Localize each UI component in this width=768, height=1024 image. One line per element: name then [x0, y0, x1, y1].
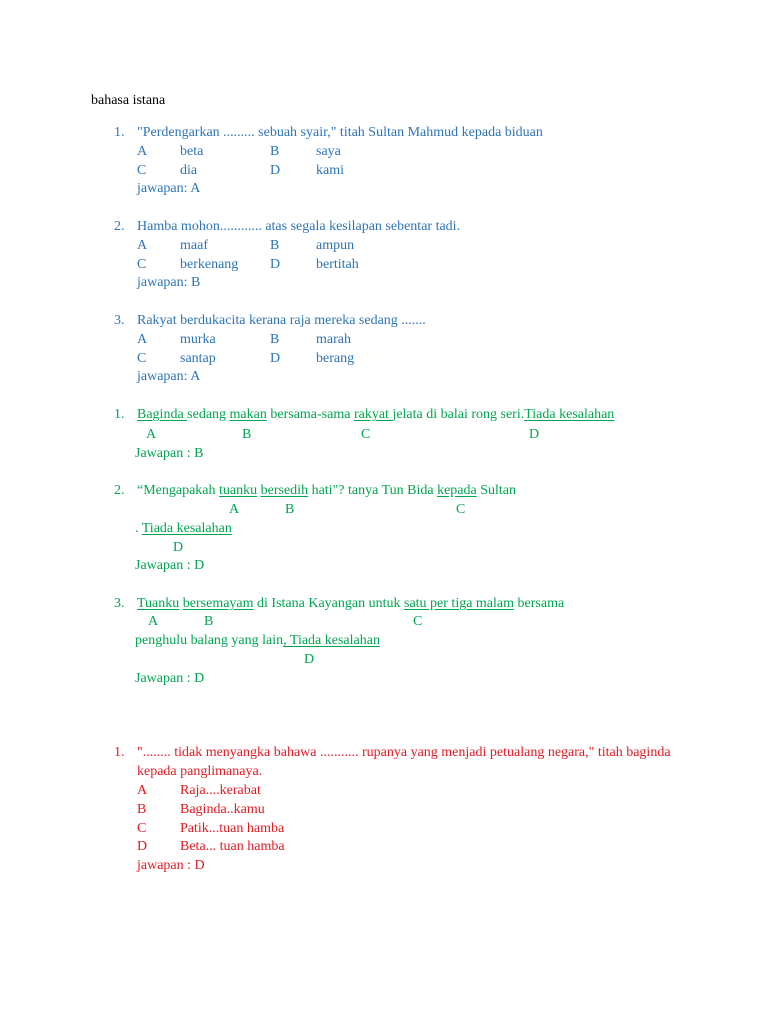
question-number: 3. — [114, 313, 125, 328]
option-letter: C — [137, 821, 147, 836]
option-letter: B — [270, 238, 280, 253]
answer-line: Jawapan : D — [135, 671, 205, 686]
underlined-segment: Tiada kesalahan — [524, 407, 615, 422]
question-stem — [137, 595, 564, 614]
question-number: 1. — [114, 125, 125, 140]
option-text: maaf — [180, 238, 208, 253]
question-stem-continuation — [135, 520, 232, 539]
question-stem — [137, 482, 516, 501]
question-stem: "Perdengarkan ......... sebuah syair," titah Sultan Mahmud kepada biduan — [137, 125, 543, 140]
question-item — [0, 312, 700, 406]
plain-segment: sedang — [187, 407, 230, 422]
option-text: berkenang — [180, 257, 239, 272]
question-item — [0, 124, 700, 218]
option-letter: B — [270, 332, 280, 347]
section-red-fill-in — [0, 744, 768, 884]
underlined-segment: makan — [229, 407, 267, 422]
question-number: 1. — [114, 407, 125, 422]
option-text: bertitah — [316, 257, 359, 272]
option-text: santap — [180, 351, 216, 366]
section-blue-fill-in — [0, 124, 768, 406]
plain-segment: penghulu balang yang lain — [135, 633, 284, 648]
option-text: Beta... tuan hamba — [180, 839, 285, 854]
segment-label: A — [229, 502, 240, 517]
question-text — [114, 312, 426, 331]
option-letter: B — [137, 802, 147, 817]
option-text: Patik...tuan hamba — [180, 821, 285, 836]
segment-label: B — [204, 614, 214, 629]
plain-segment: Sultan — [476, 483, 517, 498]
option-letter: D — [270, 257, 281, 272]
question-stem: Rakyat berdukacita kerana raja mereka sedang ....... — [137, 313, 426, 328]
segment-label: D — [529, 427, 540, 442]
option-letter: A — [137, 783, 148, 798]
underlined-segment: tuanku — [219, 483, 258, 498]
question-text — [114, 218, 460, 237]
segment-label: A — [148, 614, 159, 629]
plain-segment: “Mengapakah — [137, 483, 220, 498]
plain-segment: jelata di balai rong seri. — [392, 407, 525, 422]
segment-label: A — [146, 427, 157, 442]
question-stem: "........ tidak menyangka bahawa ........... rupanya yang menjadi petualang negara," titah baginda — [137, 745, 671, 760]
question-stem-continuation: kepada panglimanaya. — [137, 764, 263, 779]
option-text: murka — [180, 332, 216, 347]
option-letter: C — [137, 351, 147, 366]
option-text: dia — [180, 163, 198, 178]
underlined-segment: , Tiada kesalahan — [283, 633, 380, 648]
question-stem: Hamba mohon............ atas segala kesilapan sebentar tadi. — [137, 219, 461, 234]
underlined-segment: Baginda — [137, 407, 188, 422]
option-text: Raja....kerabat — [180, 783, 261, 798]
option-text: kami — [316, 163, 344, 178]
answer-line: jawapan : D — [137, 858, 205, 873]
question-number: 1. — [114, 745, 125, 760]
segment-label: D — [304, 652, 315, 667]
underlined-segment: rakyat — [353, 407, 393, 422]
question-item — [0, 218, 700, 312]
underlined-segment: bersedih — [260, 483, 309, 498]
plain-segment: di Istana Kayangan untuk — [253, 596, 404, 611]
question-number: 2. — [114, 483, 125, 498]
option-text: beta — [180, 144, 204, 159]
segment-label: B — [285, 502, 295, 517]
answer-line: jawapan: A — [137, 181, 201, 196]
plain-segment: . — [135, 521, 142, 536]
question-number: 2. — [114, 219, 125, 234]
underlined-segment: bersemayam — [182, 596, 254, 611]
section-green-error-spotting — [0, 406, 768, 696]
option-letter: A — [137, 144, 148, 159]
option-text: saya — [316, 144, 341, 159]
option-letter: D — [270, 163, 281, 178]
option-letter: A — [137, 238, 148, 253]
option-letter: C — [137, 163, 147, 178]
question-number: 3. — [114, 596, 125, 611]
plain-segment: hati"? tanya Tun Bida — [308, 483, 438, 498]
answer-line: Jawapan : D — [135, 558, 205, 573]
underlined-segment: kepada — [437, 483, 477, 498]
question-text — [114, 124, 543, 143]
question-stem — [137, 406, 614, 425]
segment-label: C — [361, 427, 371, 442]
underlined-segment: Tuanku — [137, 596, 180, 611]
plain-segment: bersama-sama — [266, 407, 354, 422]
option-text: ampun — [316, 238, 355, 253]
underlined-segment: Tiada kesalahan — [141, 521, 232, 536]
option-letter: D — [270, 351, 281, 366]
answer-line: jawapan: B — [137, 275, 201, 290]
option-letter: C — [137, 257, 147, 272]
option-text: berang — [316, 351, 355, 366]
segment-label: C — [456, 502, 466, 517]
answer-line: Jawapan : B — [135, 446, 204, 461]
segment-label: C — [413, 614, 423, 629]
document-heading: bahasa istana — [91, 93, 166, 108]
segment-label: D — [173, 540, 184, 555]
plain-segment: bersama — [514, 596, 565, 611]
underlined-segment: satu per tiga malam — [404, 596, 515, 611]
option-text: marah — [316, 332, 351, 347]
option-text: Baginda..kamu — [180, 802, 265, 817]
segment-label: B — [242, 427, 252, 442]
option-letter: A — [137, 332, 148, 347]
answer-line: jawapan: A — [137, 369, 201, 384]
option-letter: B — [270, 144, 280, 159]
question-stem-continuation — [135, 632, 380, 651]
option-letter: D — [137, 839, 148, 854]
